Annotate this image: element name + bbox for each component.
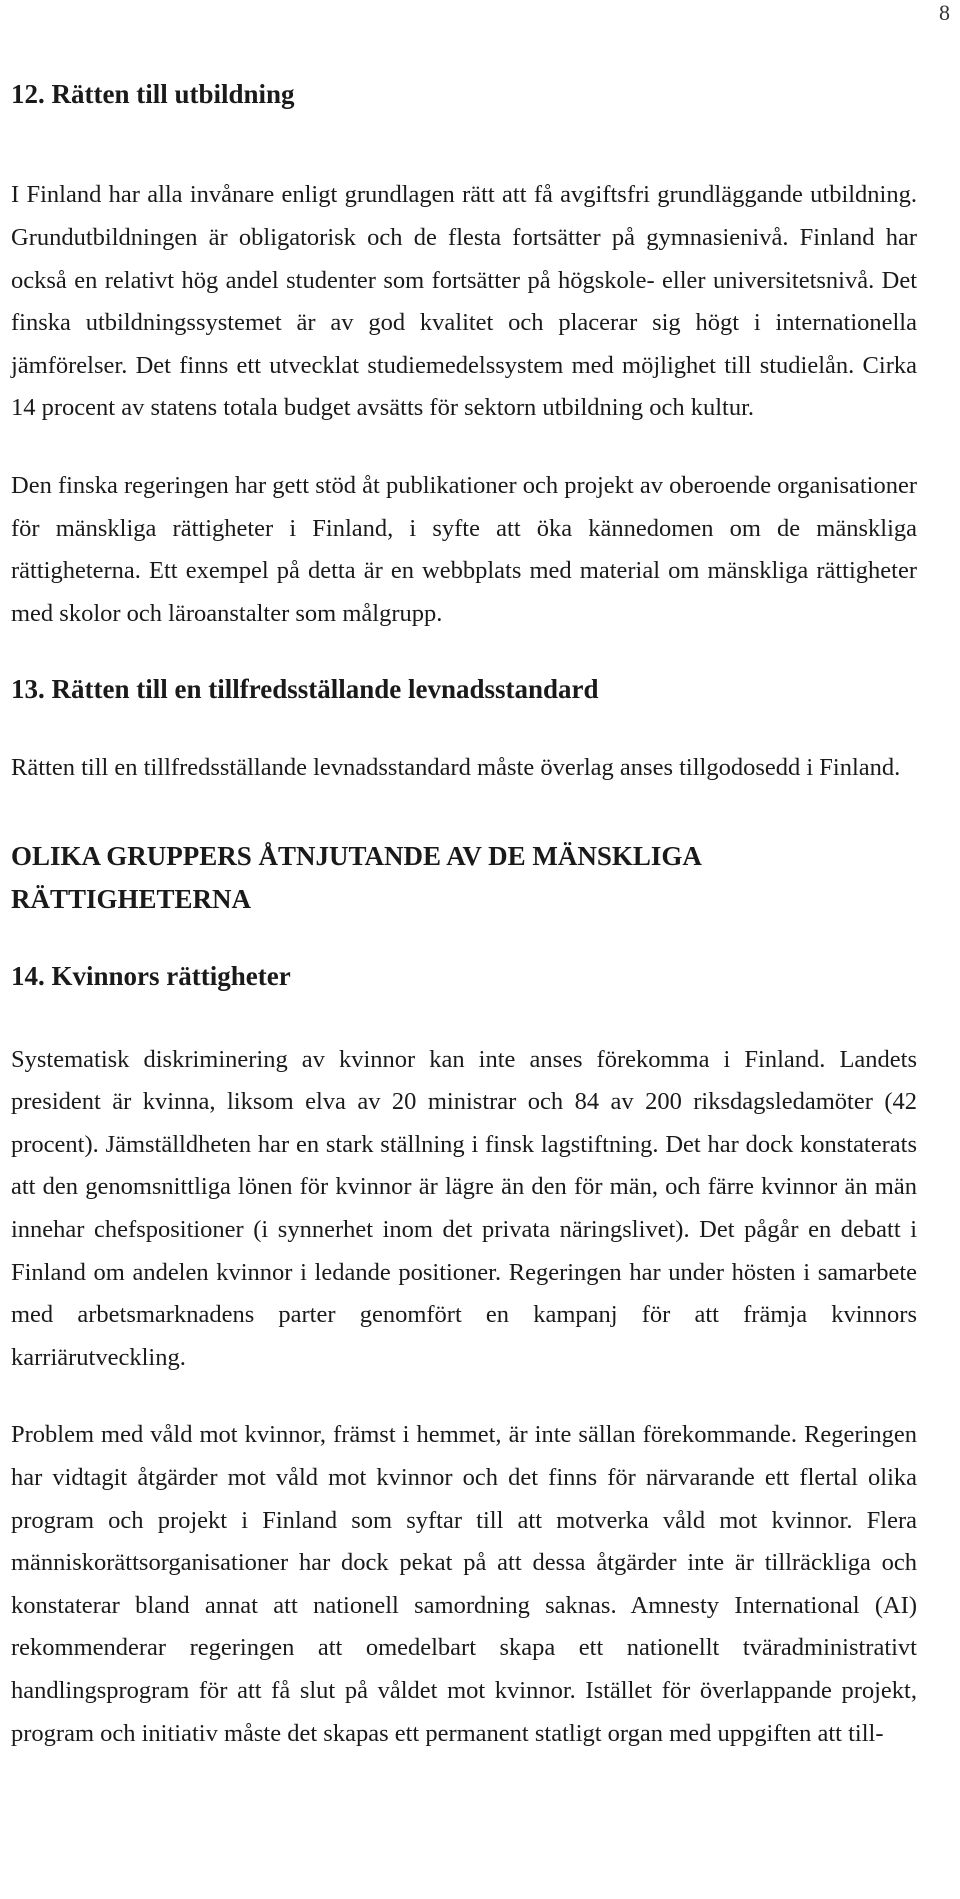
page-number: 8 <box>939 0 950 25</box>
section-12-paragraph-1: I Finland har alla invånare enligt grundlagen rätt att få avgiftsfri grundläggande utbildning. Grundutbildningen är obligatorisk och de flesta fortsätter på gymnasienivå. Finland har också en relativt hög andel studenter som fortsätter på högskole- eller universitetsnivå. Det finska utbildningssystemet är av god kvalitet och placerar sig högt i internationella jämförelser. Det finns ett utvecklat studiemedelssystem med möjlighet till studielån. Cirka 14 procent av statens totala budget avsätts för sektorn utbildning och kultur. <box>11 181 917 422</box>
section-13-paragraph-1: Rätten till en tillfredsställande levnadsstandard måste överlag anses tillgodosedd i Finland. <box>11 753 901 781</box>
section-13-heading: 13. Rätten till en tillfredsställande levnadsstandard <box>11 674 599 705</box>
part-heading: OLIKA GRUPPERS ÅTNJUTANDE AV DE MÄNSKLIGA RÄTTIGHETERNA <box>11 841 701 915</box>
section-12-heading: 12. Rätten till utbildning <box>11 79 295 109</box>
page-content <box>11 78 917 1755</box>
section-14-paragraph-1: Systematisk diskriminering av kvinnor kan inte anses förekomma i Finland. Landets president är kvinna, liksom elva av 20 ministrar och 84 av 200 riksdagsledamöter (42 procent). Jämställdheten har en stark ställning i finsk lagstiftning. Det har dock konstaterats att den genomsnittliga lönen för kvinnor är lägre än den för män, och färre kvinnor än män innehar chefspositioner (i synnerhet inom det privata näringslivet). Det pågår en debatt i Finland om andelen kvinnor i ledande positioner. Regeringen har under hösten i samarbete med arbetsmarknadens parter genomfört en kampanj för att främja kvinnors karriärutveckling. <box>11 1045 917 1371</box>
section-12-paragraph-2: Den finska regeringen har gett stöd åt publikationer och projekt av oberoende organisationer för mänskliga rättigheter i Finland, i syfte att öka kännedomen om de mänskliga rättigheterna. Ett exempel på detta är en webbplats med material om mänskliga rättigheter med skolor och läroanstalter som målgrupp. <box>11 471 917 627</box>
section-14-paragraph-2: Problem med våld mot kvinnor, främst i hemmet, är inte sällan förekommande. Regeringen har vidtagit åtgärder mot våld mot kvinnor och det finns för närvarande ett flertal olika program och projekt i Finland som syftar till att motverka våld mot kvinnor. Flera människorättsorganisationer har dock pekat på att dessa åtgärder inte är tillräckliga och konstaterar bland annat att nationell samordning saknas. Amnesty International (AI) rekommenderar regeringen att omedelbart skapa ett nationellt tväradministrativt handlingsprogram för att få slut på våldet mot kvinnor. Istället för överlappande projekt, program och initiativ måste det skapas ett permanent statligt organ med uppgiften att till- <box>11 1421 917 1747</box>
section-14-heading: 14. Kvinnors rättigheter <box>11 961 291 992</box>
